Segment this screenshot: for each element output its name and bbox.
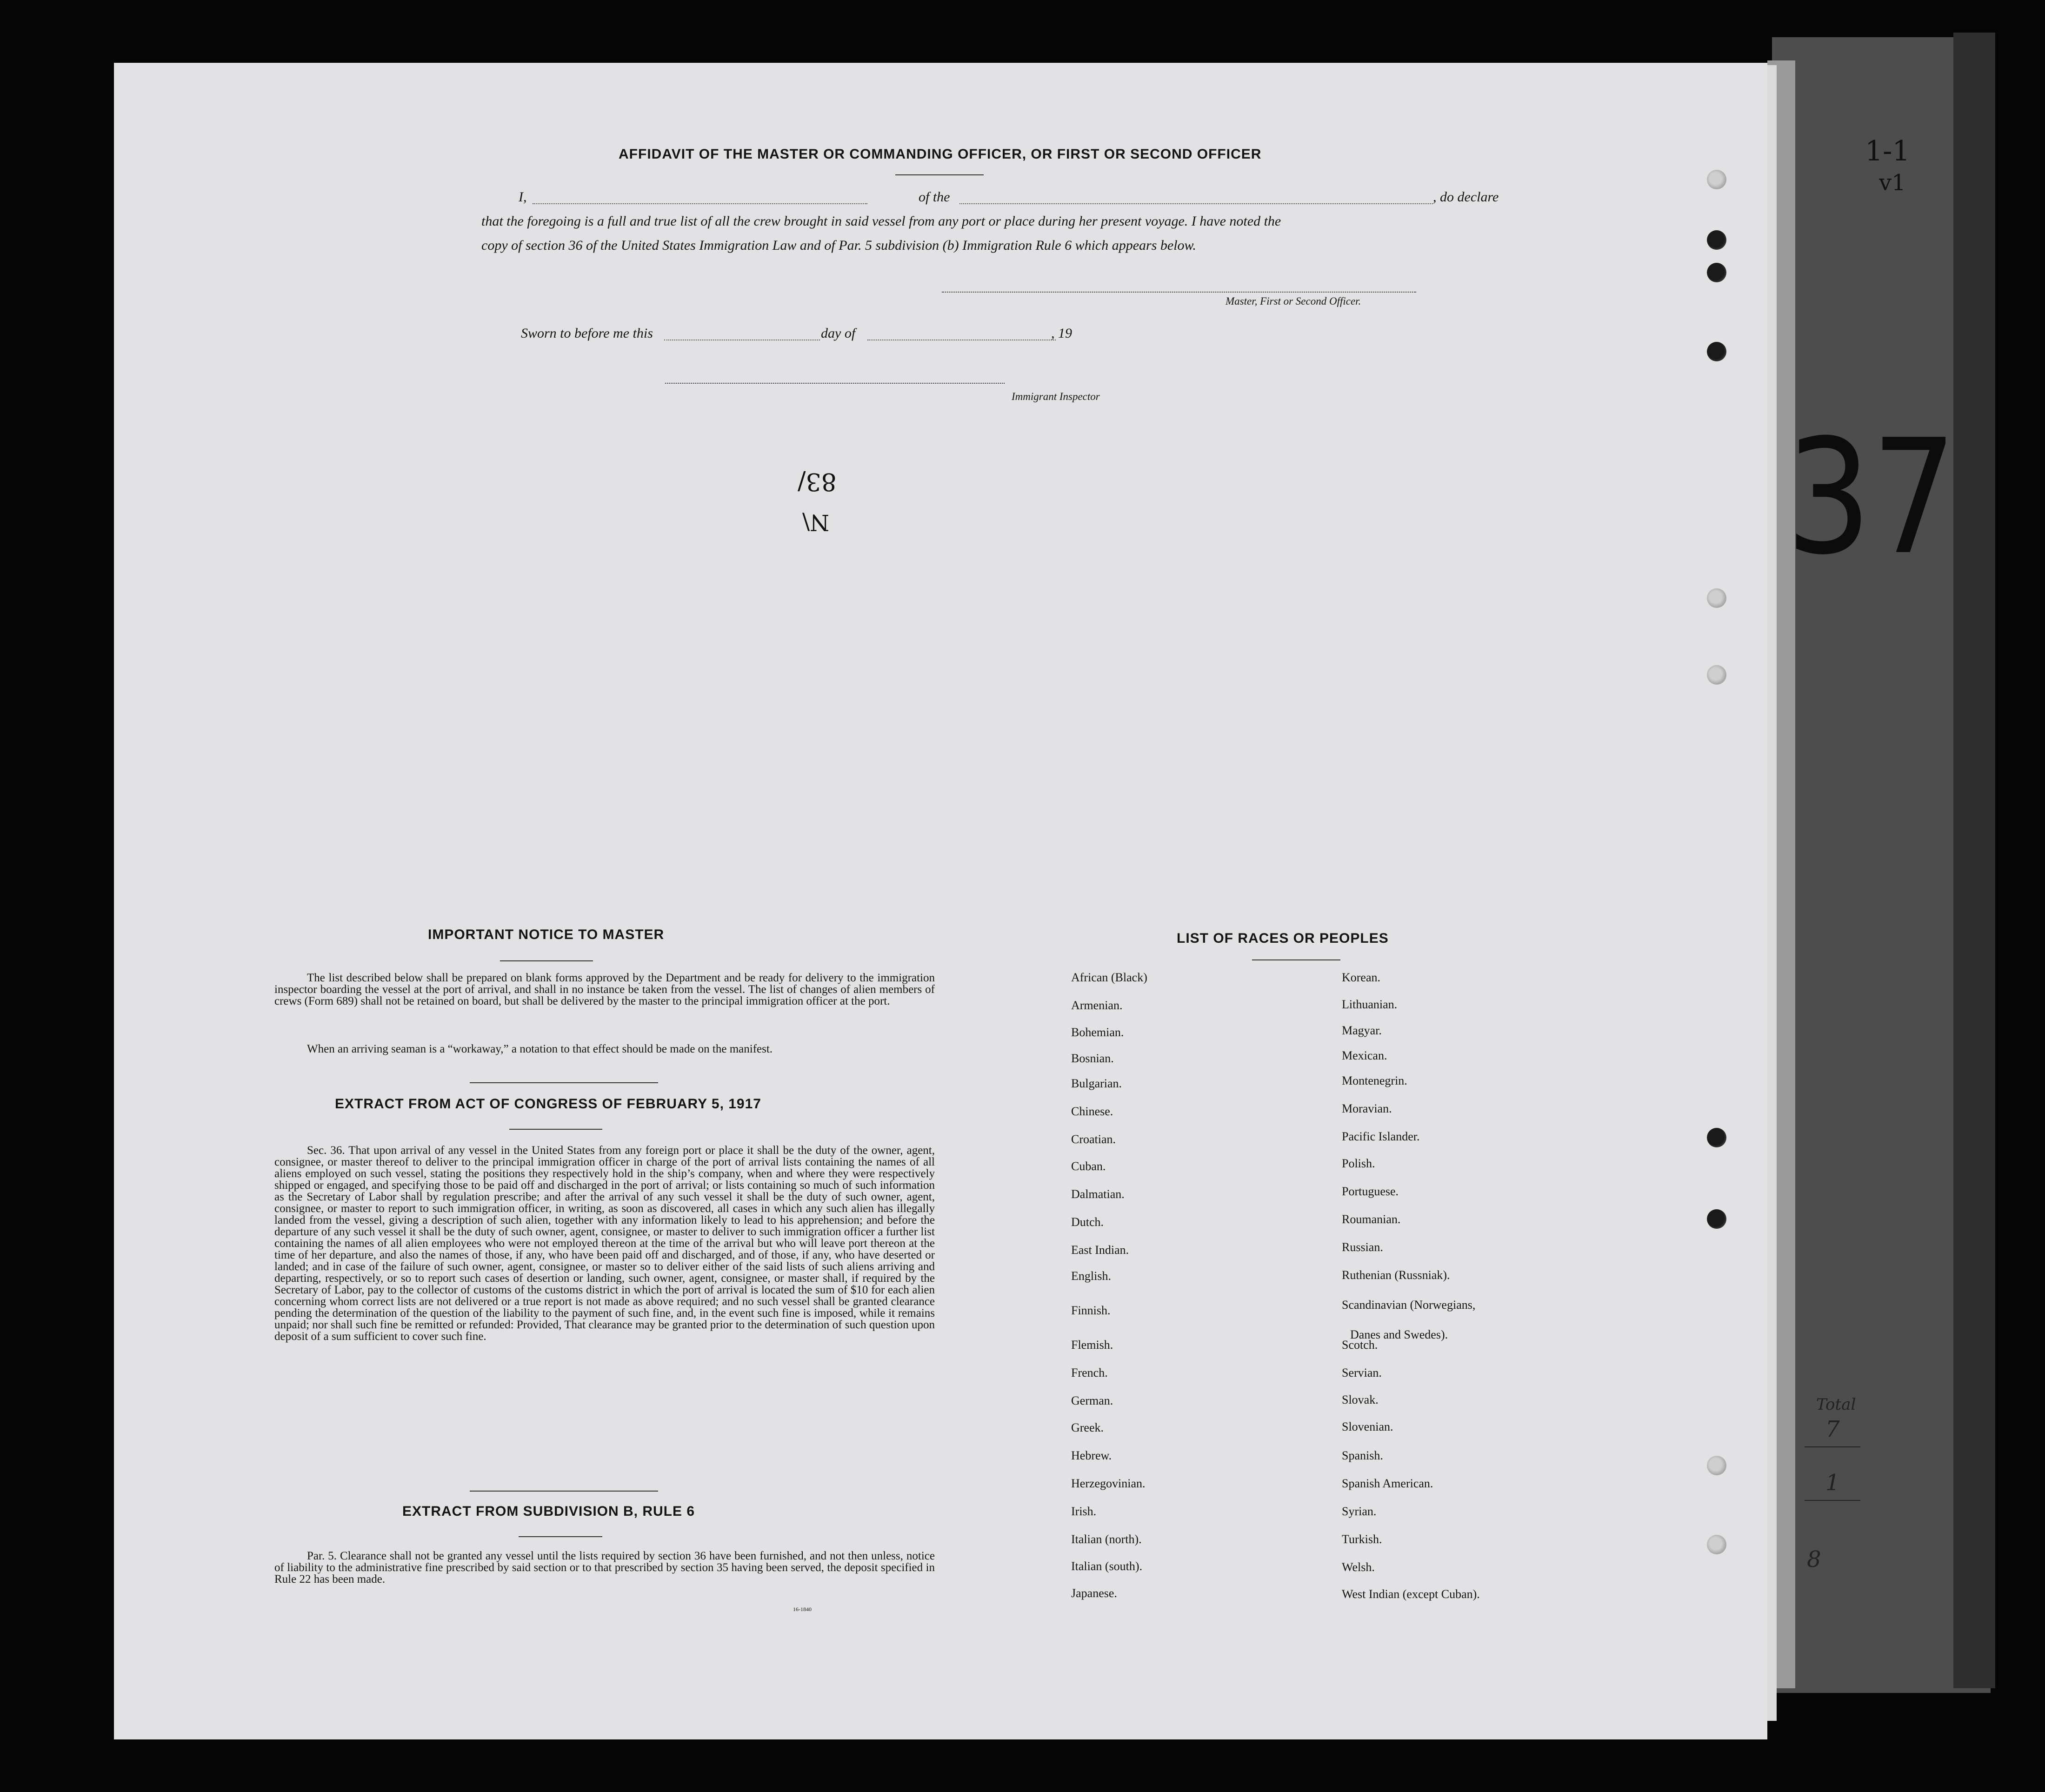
race-item-left: Bohemian. xyxy=(1071,1026,1124,1039)
race-item-left: French. xyxy=(1071,1366,1108,1379)
tally-value-2: 1 xyxy=(1825,1470,1840,1496)
race-item-left: Italian (south). xyxy=(1071,1559,1143,1573)
notice-title: IMPORTANT NOTICE TO MASTER xyxy=(428,927,665,942)
sworn-year: , 19 xyxy=(1051,326,1072,341)
center-handwriting: 83/ xyxy=(798,467,837,495)
punch-hole xyxy=(1707,230,1726,250)
race-item-right: Polish. xyxy=(1342,1157,1375,1170)
race-item-right: Portuguese. xyxy=(1342,1185,1399,1198)
inspector-signature-line xyxy=(665,383,1005,384)
race-item-right: Korean. xyxy=(1342,971,1381,984)
race-item-left: Bulgarian. xyxy=(1071,1077,1122,1090)
race-item-left: German. xyxy=(1071,1394,1113,1407)
name-blank xyxy=(533,203,867,204)
tally-value-3: 8 xyxy=(1807,1546,1821,1572)
races-title: LIST OF RACES OR PEOPLES xyxy=(1177,931,1389,946)
race-item-right: Montenegrin. xyxy=(1342,1074,1407,1087)
race-item-left: East Indian. xyxy=(1071,1243,1129,1257)
act-bottom-rule xyxy=(470,1491,658,1492)
race-item-left: Armenian. xyxy=(1071,999,1123,1012)
vessel-blank xyxy=(959,203,1433,204)
race-item-left: Croatian. xyxy=(1071,1132,1116,1146)
tally-total-label: Total xyxy=(1816,1395,1856,1414)
sworn-text: Sworn to before me this xyxy=(521,326,653,341)
form-page xyxy=(114,63,1767,1739)
race-item-right: Scotch. xyxy=(1342,1338,1378,1352)
rule-title: EXTRACT FROM SUBDIVISION B, RULE 6 xyxy=(402,1504,695,1519)
affidavit-line3: copy of section 36 of the United States Immigration Law and of Par. 5 subdivision (b) Immigration Rule 6 which appears below. xyxy=(481,238,1196,253)
race-item-left: African (Black) xyxy=(1071,971,1147,984)
rule-body: Par. 5. Clearance shall not be granted any vessel until the lists required by section 36 have been furnished, and not then unless, notice of liability to the administrative fine prescribed by said section or to that prescribed by section 35 having been served, the deposit specified in Rule 22 has been made. xyxy=(274,1550,935,1585)
race-item-right: Servian. xyxy=(1342,1366,1382,1379)
race-item-right: Magyar. xyxy=(1342,1024,1382,1037)
center-handwriting-2: N\ xyxy=(802,509,830,535)
form-number: 16-1840 xyxy=(793,1606,812,1612)
notice-body-2: When an arriving seaman is a “workaway,” a notation to that effect should be made on the manifest. xyxy=(307,1043,773,1055)
tally-value-1: 7 xyxy=(1825,1416,1840,1442)
sworn-day-of: day of xyxy=(821,326,856,341)
race-item-right: Syrian. xyxy=(1342,1505,1377,1518)
corner-handwriting-2: v1 xyxy=(1879,170,1906,196)
race-item-left: English. xyxy=(1071,1269,1111,1283)
race-item-left: Bosnian. xyxy=(1071,1052,1114,1065)
race-item-right: Ruthenian (Russniak). xyxy=(1342,1268,1450,1282)
notice-body-1: The list described below shall be prepared on blank forms approved by the Department and be ready for delivery to the immigration inspector boarding the vessel at the port of arrival, and shall in no instance be taken from the vessel. The list of changes of alien members of crews (Form 689) shall not be retained on board, but shall be delivered by the master to the principal immigration officer at the port. xyxy=(274,972,935,1007)
punch-hole xyxy=(1707,1128,1726,1147)
punch-hole xyxy=(1707,588,1726,608)
notice-bottom-rule xyxy=(470,1082,658,1083)
race-item-left: Irish. xyxy=(1071,1505,1097,1518)
race-item-left: Chinese. xyxy=(1071,1105,1113,1118)
race-item-right: Spanish. xyxy=(1342,1449,1383,1462)
rule-title-rule xyxy=(519,1536,602,1537)
race-item-right: Russian. xyxy=(1342,1240,1383,1254)
affidavit-declare: , do declare xyxy=(1433,189,1499,205)
race-item-right: Mexican. xyxy=(1342,1049,1387,1062)
race-item-left: Flemish. xyxy=(1071,1338,1113,1352)
act-body: Sec. 36. That upon arrival of any vessel in the United States from any foreign port or place it shall be the duty of the owner, agent, consignee, or master thereof to deliver to the principal immigration officer in charge of the port of arrival lists containing the names of all aliens employed on such vessel, stating the positions they respectively hold in the ship’s company, when and where they were respectively shipped or engaged, and specifying those to be paid off and discharged in the port of arrival; or lists containing so much of such information as the Secretary of Labor shall by regulation prescribe; and after the arrival of any such vessel it shall be the duty of such owner, agent, consignee, or master to report to such immigration officer, in writing, as soon as discovered, all cases in which any such alien has illegally landed from the vessel, giving a description of such alien, together with any information likely to lead to his apprehension; and before the departure of any such vessel it shall be the duty of such owner, agent, consignee, or master to deliver to such immigration officer a further list containing the names of all alien employees who were not employed thereon at the time of the arrival but who will leave port thereon at the time of her departure, and also the names of those, if any, who have been paid off and discharged, and of those, if any, who have deserted or landed; and in case of the failure of such owner, agent, consignee, or master so to deliver either of the said lists of such aliens arriving and departing, respectively, or so to report such cases of desertion or landing, such owner, agent, consignee, or master shall, if required by the Secretary of Labor, pay to the collector of customs of the customs district in which the port of arrival is located the sum of $10 for each alien concerning whom correct lists are not delivered or a true report is not made as above required; and no such vessel shall be granted clearance pending the determination of the question of the liability to the payment of such fine, and, in the event such fine is imposed, while it remains unpaid; nor shall such fine be remitted or refunded: Provided, That clearance may be granted prior to the determination of such question upon deposit of a sum sufficient to cover such fine. xyxy=(274,1144,935,1343)
race-item-left: Italian (north). xyxy=(1071,1532,1142,1546)
race-item-right: Scandinavian (Norwegians, xyxy=(1342,1298,1476,1312)
punch-hole xyxy=(1707,1209,1726,1229)
affidavit-of-the: of the xyxy=(919,189,950,205)
race-item-left: Finnish. xyxy=(1071,1304,1111,1317)
race-item-right: Moravian. xyxy=(1342,1102,1392,1115)
act-rule xyxy=(509,1129,602,1130)
punch-hole xyxy=(1707,1535,1726,1554)
corner-handwriting: 1-1 xyxy=(1865,135,1910,167)
race-item-left: Herzegovinian. xyxy=(1071,1477,1146,1490)
affidavit-title: AFFIDAVIT OF THE MASTER OR COMMANDING OFFICER, OR FIRST OR SECOND OFFICER xyxy=(619,147,1262,162)
tally-rule xyxy=(1805,1446,1860,1447)
race-item-left: Japanese. xyxy=(1071,1586,1117,1600)
punch-hole xyxy=(1707,263,1726,282)
master-signature-line xyxy=(942,292,1416,293)
race-item-right: Slovak. xyxy=(1342,1393,1379,1406)
race-item-right: Lithuanian. xyxy=(1342,998,1398,1011)
race-item-left: Dutch. xyxy=(1071,1215,1104,1229)
notice-rule xyxy=(500,960,593,961)
inspector-caption: Immigrant Inspector xyxy=(1012,391,1100,402)
race-item-left: Hebrew. xyxy=(1071,1449,1112,1462)
act-title: EXTRACT FROM ACT OF CONGRESS OF FEBRUARY 5, 1917 xyxy=(335,1096,761,1112)
race-item-right: Spanish American. xyxy=(1342,1477,1433,1490)
master-signature-caption: Master, First or Second Officer. xyxy=(1226,295,1361,307)
punch-hole xyxy=(1707,1456,1726,1475)
race-item-right: Slovenian. xyxy=(1342,1420,1393,1433)
punch-hole xyxy=(1707,342,1726,361)
race-item-left: Cuban. xyxy=(1071,1159,1106,1173)
race-item-right: West Indian (except Cuban). xyxy=(1342,1587,1480,1601)
race-scandinavian-continued: Danes and Swedes). xyxy=(1350,1328,1448,1341)
race-item-right: Roumanian. xyxy=(1342,1212,1401,1226)
affidavit-i: I, xyxy=(519,189,527,205)
tally-rule xyxy=(1805,1500,1860,1501)
races-rule xyxy=(1252,959,1340,960)
race-item-right: Turkish. xyxy=(1342,1532,1382,1546)
race-item-left: Dalmatian. xyxy=(1071,1187,1125,1201)
affidavit-line2: that the foregoing is a full and true list of all the crew brought in said vessel from any port or place during her present voyage. I have noted the xyxy=(481,213,1281,229)
race-item-right: Welsh. xyxy=(1342,1560,1375,1574)
punch-hole xyxy=(1707,170,1726,189)
race-item-left: Greek. xyxy=(1071,1421,1104,1434)
affidavit-title-rule xyxy=(895,174,984,175)
race-item-right: Pacific Islander. xyxy=(1342,1130,1420,1143)
punch-hole xyxy=(1707,665,1726,685)
binding-strip xyxy=(1953,33,1995,1688)
stamp-number: 37 xyxy=(1786,406,1957,590)
